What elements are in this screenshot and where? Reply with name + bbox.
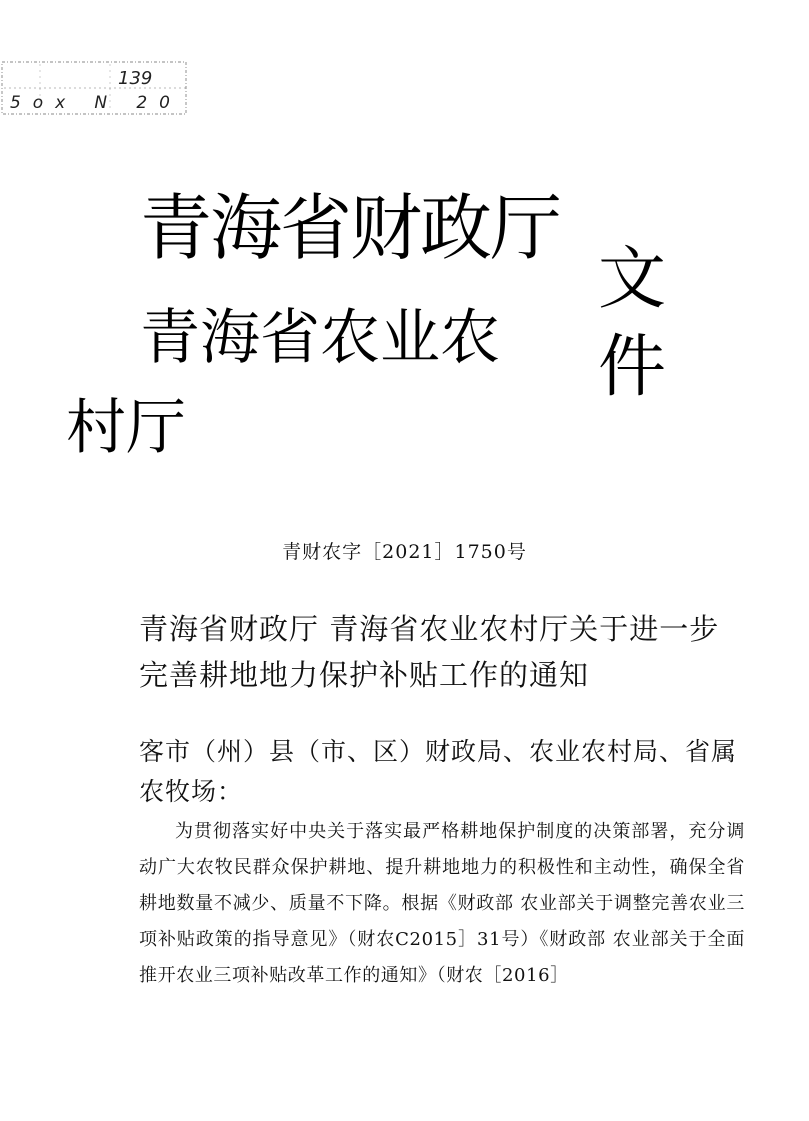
issuer-agriculture-dept-line1: 青海省农业农 [140, 303, 500, 373]
issuer-finance-dept: 青海省财政厅 [140, 186, 561, 270]
document-number: 青财农字［2021］1750号 [282, 541, 527, 563]
stamp-handwriting-bottom: 5ox N 20 [10, 93, 170, 113]
stamp-handwriting-top: 139 [118, 68, 153, 89]
received-stamp [0, 58, 190, 118]
issuer-agriculture-dept-line2: 村厅 [66, 393, 186, 463]
document-suffix [598, 236, 678, 412]
document-suffix-char-1: 文 [598, 240, 667, 319]
addressee: 客市（州）县（市、区）财政局、农业农村局、省属农牧场： [139, 737, 738, 806]
document-suffix-char-2: 件 [598, 328, 667, 407]
body-paragraph: 为贯彻落实好中央关于落实最严格耕地保护制度的决策部署，充分调动广大农牧民群众保护耕地、提升耕地地力的积极性和主动性，确保全省耕地数量不减少、质量不下降。根据《财政部 农业部关于调整完善农业三项补贴政策的指导意见》（财农C2015］31号）《财政部 农业部关于全面推开农业三项补贴改革工作的通知》（财农［2016］ [139, 821, 745, 986]
document-title: 青海省财政厅 青海省农业农村厅关于进一步完善耕地地力保护补贴工作的通知 [139, 612, 720, 692]
